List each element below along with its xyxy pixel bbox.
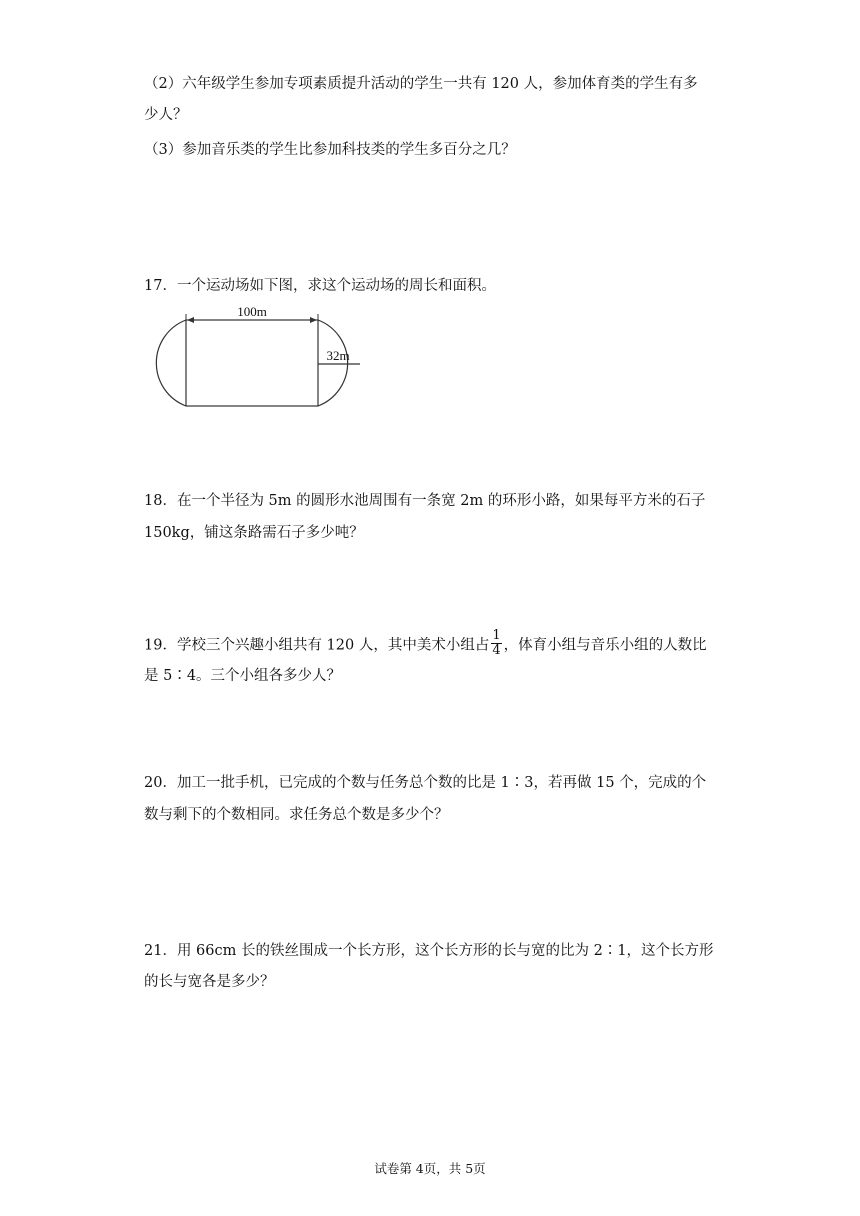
page-footer: 试卷第 4页，共 5页 [374,1161,486,1176]
q16-part3: （3）参加音乐类的学生比参加科技类的学生多百分之几？ [144,142,516,158]
q20-line2: 数与剩下的个数相同。求任务总个数是多少个？ [144,807,449,823]
q19-text-after: ，体育小组与音乐小组的人数比 [503,637,707,654]
field-rectangle [186,320,318,406]
stadium-figure [146,300,362,410]
fraction-denominator: 4 [492,643,501,658]
fraction-numerator: 1 [492,628,501,643]
left-semicircle [156,320,186,406]
right-semicircle [318,320,348,406]
fraction-one-quarter [491,629,501,658]
q20-line1: 20．加工一批手机，已完成的个数与任务总个数的比是 1∶3，若再做 15 个，完成的个 [144,775,707,791]
q21-line2: 的长与宽各是多少？ [144,974,275,990]
q17-text: 17．一个运动场如下图，求这个运动场的周长和面积。 [144,278,496,294]
length-label: 100m [237,304,267,319]
q21-line1: 21．用 66cm 长的铁丝围成一个长方形，这个长方形的长与宽的比为 2∶1，这个长方形 [144,943,714,959]
q16-part2-line2: 少人？ [144,107,188,123]
length-arrow-right [310,317,317,323]
q19-text-before: 19．学校三个兴趣小组共有 120 人，其中美术小组占 [144,637,490,654]
width-label: 32m [326,348,350,363]
q16-part2-line1: （2）六年级学生参加专项素质提升活动的学生一共有 120 人，参加体育类的学生有多 [144,76,698,92]
q19-line1 [144,628,707,660]
length-arrow-left [187,317,194,323]
q19-line2: 是 5∶4。三个小组各多少人？ [144,668,342,684]
q18-line1: 18．在一个半径为 5m 的圆形水池周围有一条宽 2m 的环形小路，如果每平方米的石子 [144,493,706,509]
q18-line2: 150kg，铺这条路需石子多少吨？ [144,525,364,541]
